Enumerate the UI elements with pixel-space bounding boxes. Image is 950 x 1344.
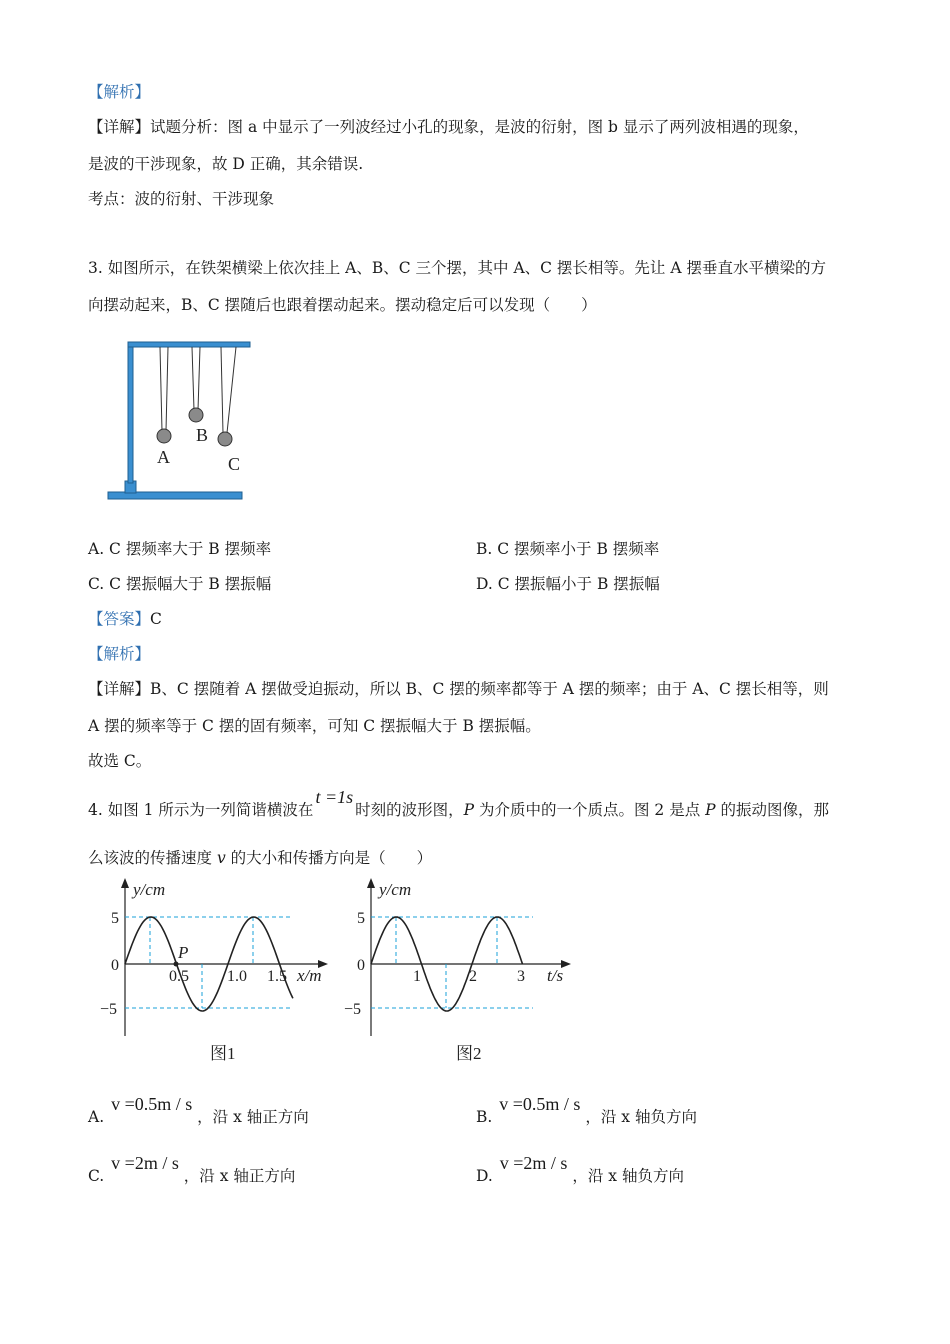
q3-detail-line2: A 摆的频率等于 C 摆的固有频率，可知 C 摆振幅大于 B 摆振幅。 [88, 717, 541, 735]
q4-stem-line1: 4. 如图 1 所示为一列简谐横波在t =1s时刻的波形图，P 为介质中的一个质点。图 2 是点 P 的振动图像，那 [88, 787, 829, 819]
pendulum-a-label: A [157, 447, 170, 467]
q3-option-c[interactable]: C. C 摆振幅大于 B 摆振幅 [88, 575, 272, 593]
fig2-xtick-1: 1 [413, 968, 421, 985]
pendulum-c-label: C [228, 454, 241, 474]
q3-option-d[interactable]: D. C 摆振幅小于 B 摆振幅 [476, 575, 660, 593]
q2-detail-tag: 【详解】 [88, 118, 151, 136]
q3-stem-line2: 向摆动起来，B、C 摆随后也跟着摆动起来。摆动稳定后可以发现（ ） [88, 296, 597, 314]
fig1-xtick-1.5: 1.5 [267, 968, 287, 985]
q4-stem-line2: 么该波的传播速度 v 的大小和传播方向是（ ） [88, 849, 433, 867]
q4-time-formula: t =1s [315, 787, 354, 807]
q4-option-c-formula: v =2m / s [111, 1153, 179, 1173]
fig1-xtick-0.5: 0.5 [169, 968, 189, 985]
fig2-ytick-0: 0 [357, 957, 365, 974]
q4-option-c[interactable]: C. v =2m / s ，沿 x 轴正方向 [88, 1153, 296, 1185]
stand-beam [128, 342, 250, 347]
q3-option-a[interactable]: A. C 摆频率大于 B 摆频率 [88, 540, 272, 558]
pendulum-b-bob [189, 408, 203, 422]
fig2-xtick-2: 2 [469, 968, 477, 985]
pendulum-c-bob [218, 432, 232, 446]
q2-analysis-tag: 【解析】 [88, 83, 151, 101]
fig2-ytick-5: 5 [357, 910, 365, 927]
q3-stem-line1: 3. 如图所示，在铁架横梁上依次挂上 A、B、C 三个摆，其中 A、C 摆长相等。先让 A 摆垂直水平横梁的方 [88, 259, 826, 277]
pendulum-a-bob [157, 429, 171, 443]
q2-detail-line1: 【详解】试题分析：图 a 中显示了一列波经过小孔的现象，是波的衍射，图 b 显示了两列波相遇的现象， [88, 118, 809, 136]
q2-detail-line2: 是波的干涉现象，故 D 正确，其余错误. [88, 155, 364, 173]
fig2-ytick-neg5: −5 [344, 1001, 362, 1018]
fig2-ylabel: y/cm [379, 880, 412, 899]
q3-detail-line1: 【详解】B、C 摆随着 A 摆做受迫振动，所以 B、C 摆的频率都等于 A 摆的频率；由于 A、C 摆长相等，则 [88, 680, 829, 698]
point-p [174, 962, 179, 967]
fig2-xlabel: t/s [547, 966, 564, 985]
q3-conclusion: 故选 C。 [88, 752, 152, 770]
fig2-xtick-3: 3 [517, 968, 525, 985]
fig1-ylabel: y/cm [133, 880, 166, 899]
point-p-label: P [178, 943, 189, 962]
q2-kaodian: 考点：波的衍射、干涉现象 [88, 190, 275, 208]
q4-option-a[interactable]: A. v =0.5m / s ，沿 x 轴正方向 [88, 1094, 309, 1126]
fig1-ytick-5: 5 [111, 910, 119, 927]
q4-figure1-waveform [100, 876, 340, 1071]
fig1-ytick-neg5: −5 [100, 1001, 118, 1018]
q3-answer: 【答案】C [88, 610, 162, 628]
pendulum-figure [100, 335, 260, 510]
q4-option-d[interactable]: D. v =2m / s ，沿 x 轴负方向 [476, 1153, 684, 1185]
q3-analysis-tag: 【解析】 [88, 645, 151, 663]
fig1-xlabel: x/m [297, 966, 322, 985]
stand-pole [128, 342, 133, 483]
q4-option-b-formula: v =0.5m / s [499, 1094, 581, 1114]
q4-figure2-vibration [343, 876, 583, 1071]
q4-option-b[interactable]: B. v =0.5m / s ，沿 x 轴负方向 [476, 1094, 697, 1126]
q4-option-a-formula: v =0.5m / s [111, 1094, 193, 1114]
fig1-xtick-1.0: 1.0 [227, 968, 247, 985]
pendulum-b-label: B [196, 425, 209, 445]
fig1-caption: 图1 [210, 1044, 236, 1063]
q3-option-b[interactable]: B. C 摆频率小于 B 摆频率 [476, 540, 660, 558]
fig1-ytick-0: 0 [111, 957, 119, 974]
q4-option-d-formula: v =2m / s [499, 1153, 568, 1173]
fig2-caption: 图2 [456, 1044, 482, 1063]
